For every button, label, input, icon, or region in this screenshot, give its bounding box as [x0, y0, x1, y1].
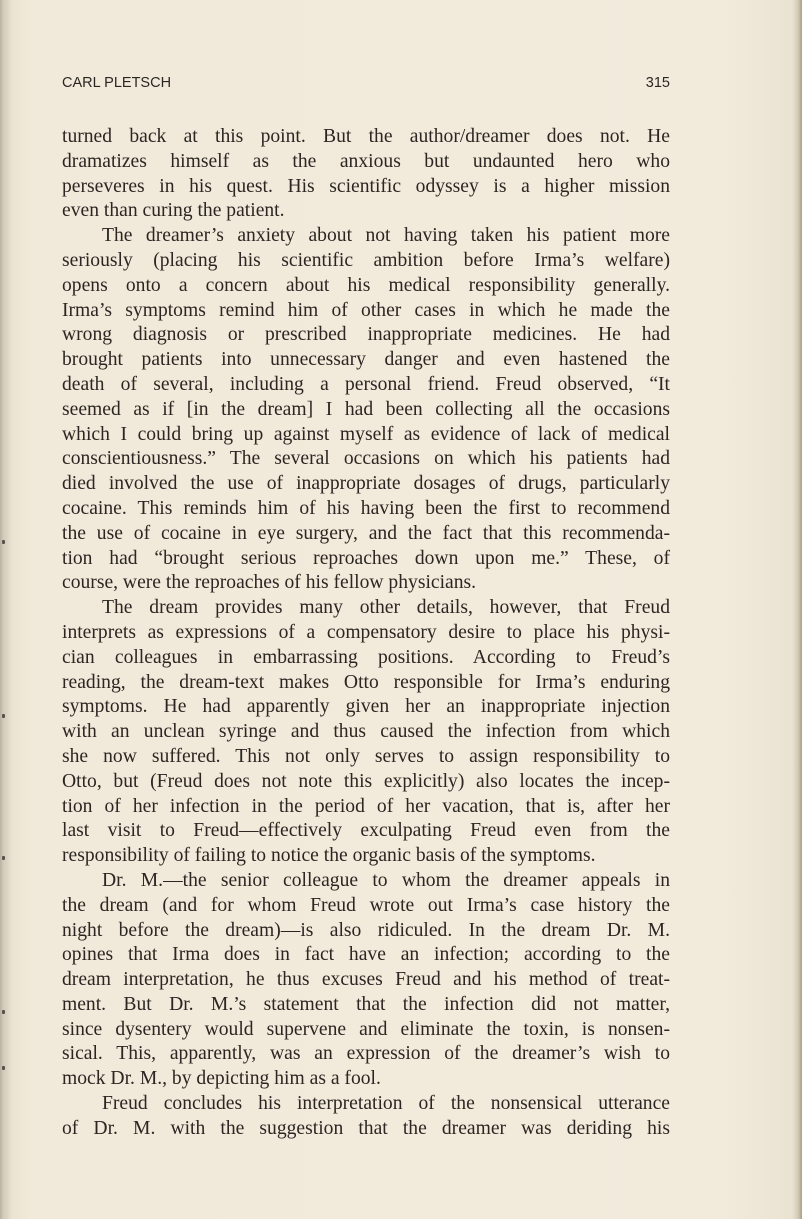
text-line: cian colleagues in embarrassing positions. According to Freud’s — [62, 646, 670, 668]
body-text — [62, 125, 670, 1142]
page-number: 315 — [645, 75, 670, 91]
margin-mark — [2, 856, 5, 860]
text-line: Dr. M.—the senior colleague to whom the dreamer appeals in — [102, 869, 670, 891]
running-head-author: CARL PLETSCH — [62, 75, 172, 91]
text-line: sical. This, apparently, was an expression of the dreamer’s wish to — [62, 1043, 670, 1065]
text-line: conscientiousness.” The several occasions on which his patients had — [62, 448, 670, 470]
text-line: dream interpretation, he thus excuses Freud and his method of treat- — [62, 969, 670, 991]
text-line: even than curing the patient. — [62, 200, 285, 222]
margin-mark — [2, 714, 5, 718]
text-line: she now suffered. This not only serves to assign responsibility to — [62, 745, 670, 767]
text-line: with an unclean syringe and thus caused the infection from which — [62, 721, 670, 743]
text-line: course, were the reproaches of his fellow physicians. — [62, 572, 477, 594]
text-line: ment. But Dr. M.’s statement that the infection did not matter, — [62, 993, 670, 1015]
text-line: tion of her infection in the period of her vacation, that is, after her — [62, 795, 670, 817]
text-line: tion had “brought serious reproaches down upon me.” These, of — [62, 547, 670, 569]
text-line: Freud concludes his interpretation of the nonsensical utterance — [102, 1093, 670, 1115]
text-line: seemed as if [in the dream] I had been collecting all the occasions — [62, 398, 670, 420]
binding-shadow — [0, 0, 12, 1219]
text-line: the dream (and for whom Freud wrote out Irma’s case history the — [62, 894, 670, 916]
text-line: since dysentery would supervene and eliminate the toxin, is nonsen- — [62, 1018, 670, 1040]
text-line: brought patients into unnecessary danger and even hastened the — [62, 349, 670, 371]
text-line: wrong diagnosis or prescribed inappropriate medicines. He had — [62, 324, 670, 346]
text-line: died involved the use of inappropriate dosages of drugs, particularly — [62, 473, 670, 495]
text-line: opens onto a concern about his medical responsibility generally. — [62, 274, 670, 296]
text-line: seriously (placing his scientific ambition before Irma’s welfare) — [62, 249, 670, 271]
text-line: Irma’s symptoms remind him of other cases in which he made the — [62, 299, 670, 321]
text-line: cocaine. This reminds him of his having been the first to recommend — [62, 497, 670, 519]
text-line: reading, the dream-text makes Otto responsible for Irma’s enduring — [62, 671, 670, 693]
text-line: which I could bring up against myself as evidence of lack of medical — [62, 423, 670, 445]
margin-mark — [2, 540, 5, 544]
running-head — [62, 75, 670, 97]
text-line: the use of cocaine in eye surgery, and the fact that this recommenda- — [62, 522, 670, 544]
text-line: responsibility of failing to notice the organic basis of the symptoms. — [62, 845, 596, 867]
margin-mark — [2, 1066, 5, 1070]
text-line: death of several, including a personal friend. Freud observed, “It — [62, 373, 670, 395]
text-line: symptoms. He had apparently given her an inappropriate injection — [62, 696, 670, 718]
text-line: opines that Irma does in fact have an infection; according to the — [62, 944, 670, 966]
text-line: perseveres in his quest. His scientific odyssey is a higher mission — [62, 175, 670, 197]
text-line: The dream provides many other details, however, that Freud — [102, 597, 670, 619]
page-edge — [792, 0, 802, 1219]
text-line: turned back at this point. But the author/dreamer does not. He — [62, 126, 670, 147]
text-line: interprets as expressions of a compensatory desire to place his physi- — [62, 621, 670, 643]
text-line: last visit to Freud—effectively exculpating Freud even from the — [62, 820, 670, 842]
text-line: dramatizes himself as the anxious but undaunted hero who — [62, 150, 670, 172]
text-line: The dreamer’s anxiety about not having taken his patient more — [102, 225, 670, 247]
margin-mark — [2, 1010, 5, 1014]
text-line: of Dr. M. with the suggestion that the dreamer was deriding his — [62, 1117, 670, 1139]
text-line: night before the dream)—is also ridiculed. In the dream Dr. M. — [62, 919, 670, 941]
text-line: mock Dr. M., by depicting him as a fool. — [62, 1068, 381, 1090]
text-line: Otto, but (Freud does not note this explicitly) also locates the incep- — [62, 770, 670, 792]
